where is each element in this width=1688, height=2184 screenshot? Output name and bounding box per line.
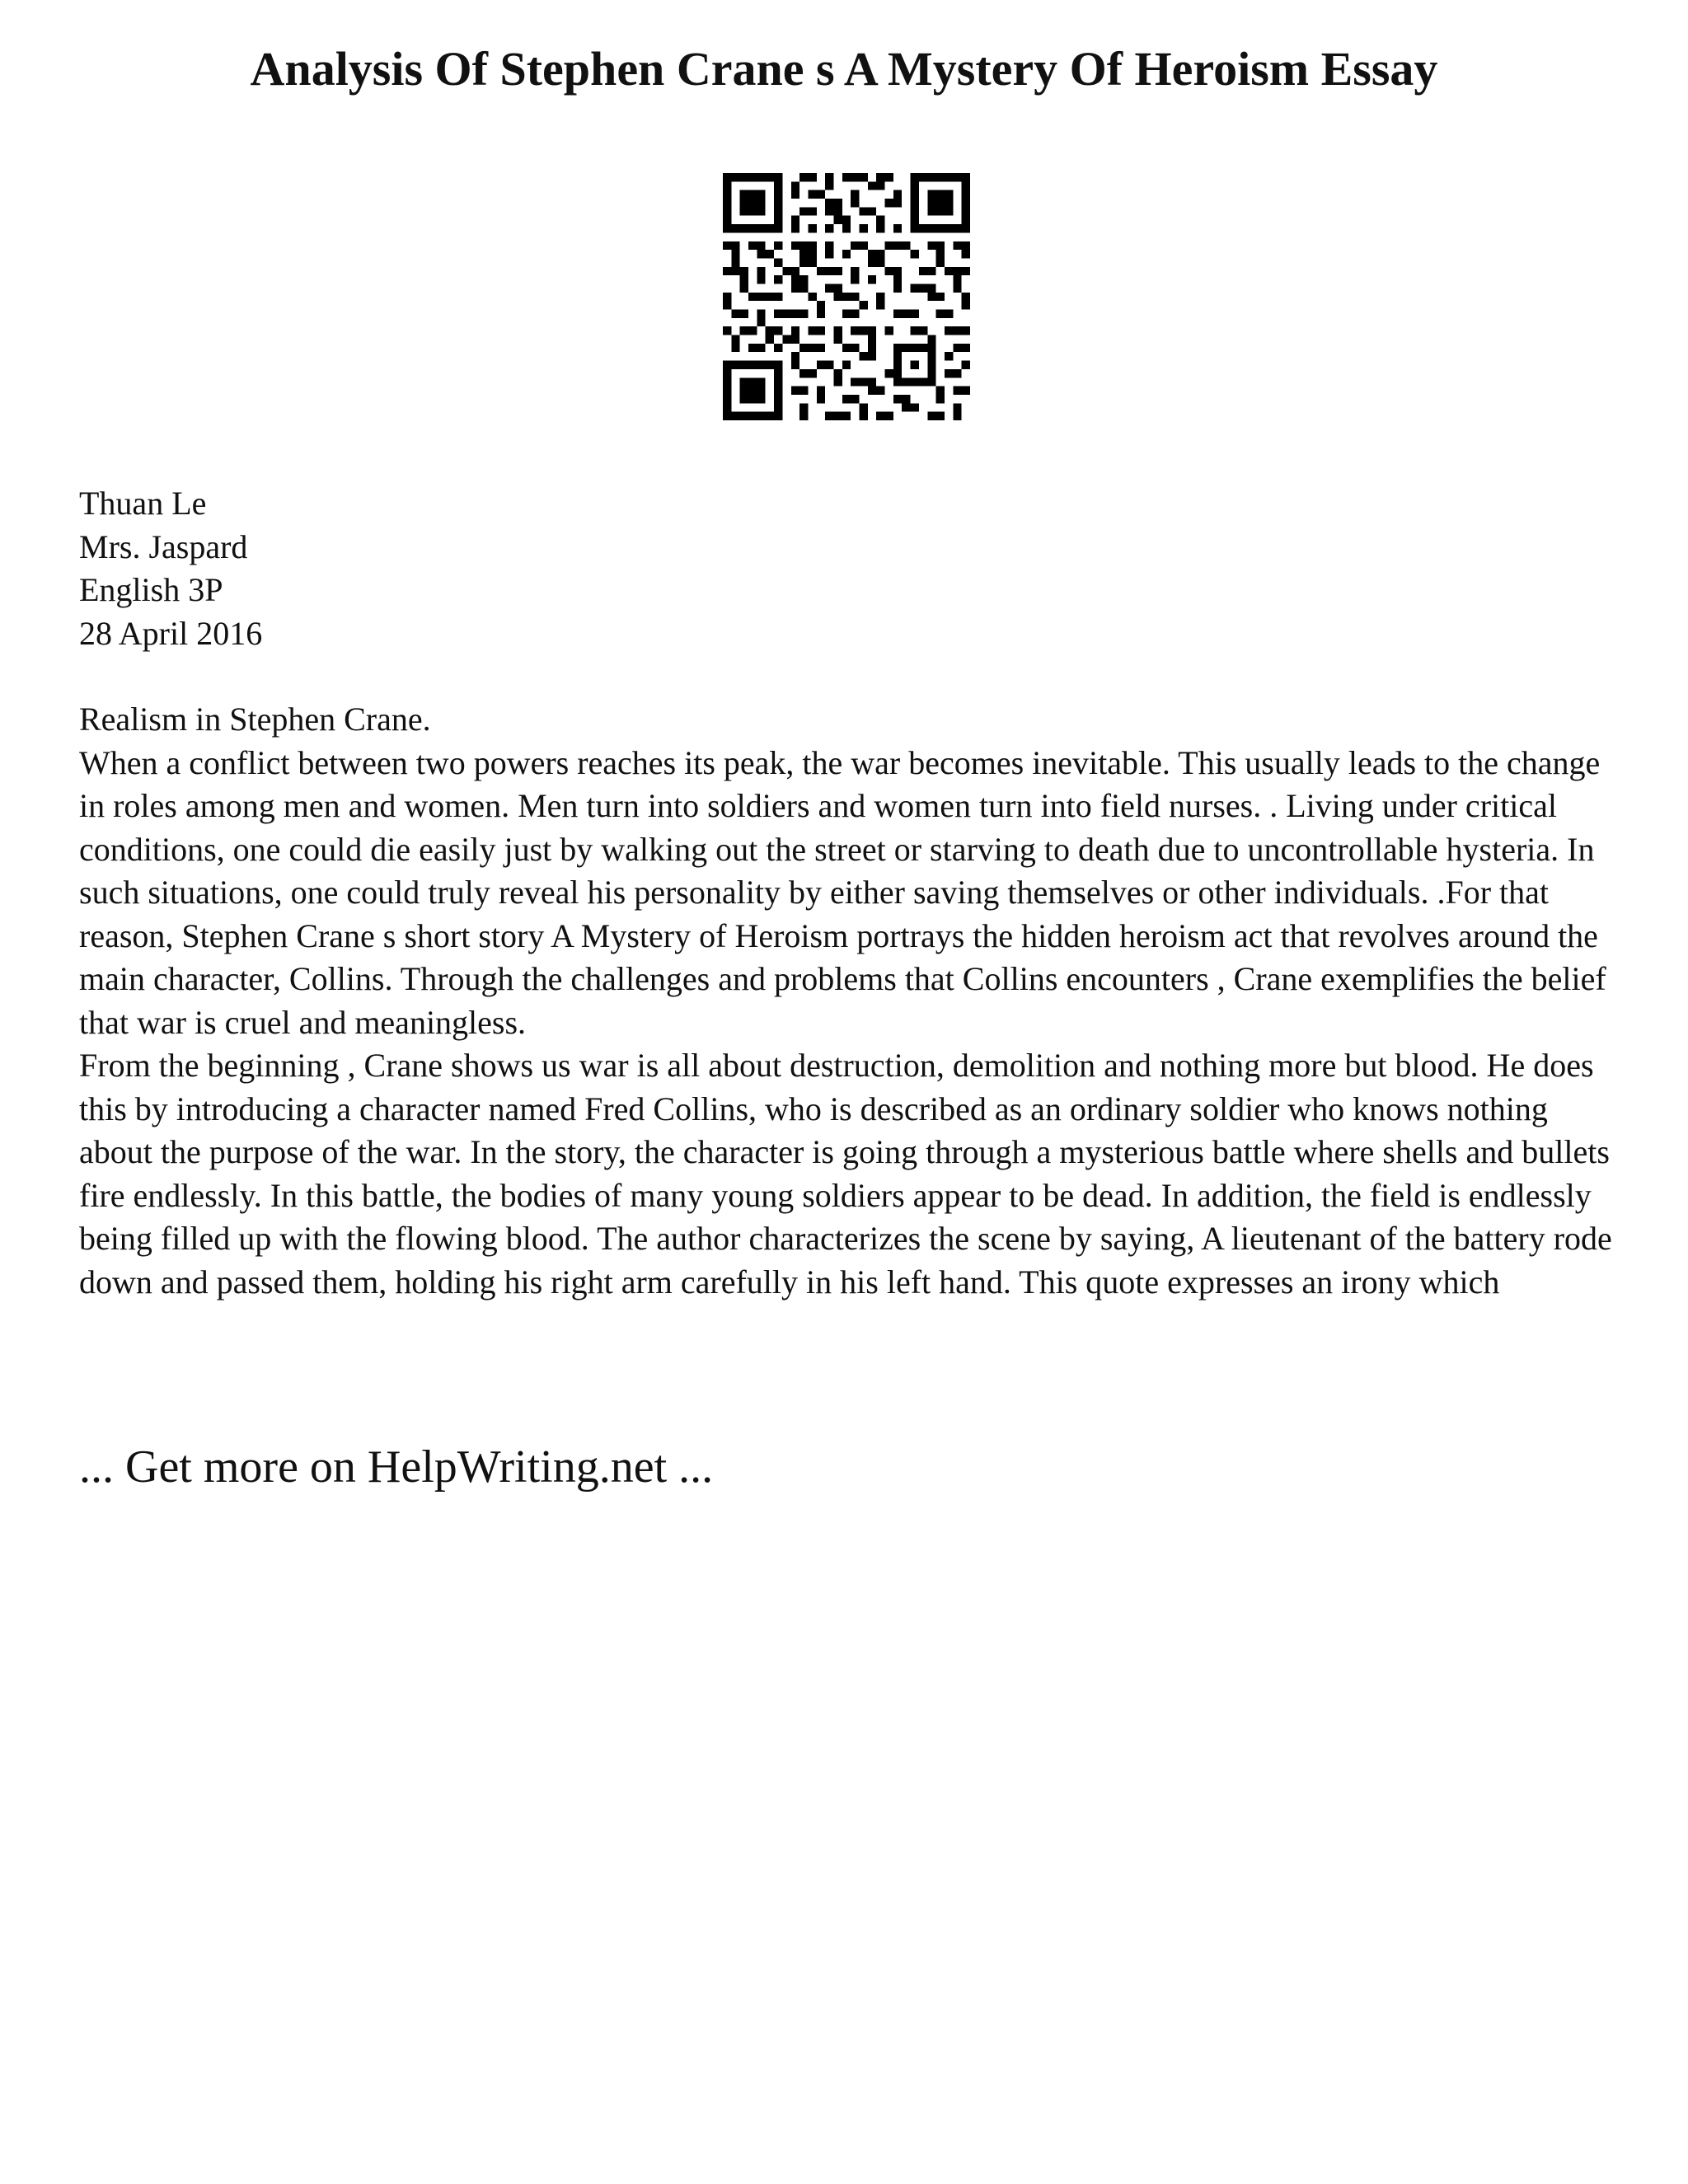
student-name: Thuan Le	[79, 485, 207, 522]
essay-header	[79, 482, 1629, 655]
essay-date: 28 April 2016	[79, 614, 263, 652]
get-more-link[interactable]: ... Get more on HelpWriting.net ...	[79, 1441, 714, 1493]
essay-paragraph: When a conflict between two powers reaches its peak, the war becomes inevitable. This usually leads to the change in roles among men and women. Men turn into soldiers and women turn into field nurses. . Living under critical conditions, one could die easily just by walking out the street or starving to death due to uncontrollable hysteria. In such situations, one could truly reveal his personality by either saving themselves or other individuals. .For that reason, Stephen Crane s short story A Mystery of Heroism portrays the hidden heroism act that revolves around the main character, Collins. Through the challenges and problems that Collins encounters , Crane exemplifies the belief that war is cruel and meaningless.	[79, 743, 1606, 1041]
course-name: English 3P	[79, 571, 223, 608]
essay-content	[79, 482, 1629, 1304]
document-title: Analysis Of Stephen Crane s A Mystery Of Heroism Essay	[250, 42, 1438, 96]
qr-code-icon	[723, 173, 970, 420]
essay-title: Realism in Stephen Crane.	[79, 701, 431, 738]
essay-paragraph: From the beginning , Crane shows us war is all about destruction, demolition and nothing more but blood. He does this by introducing a character named Fred Collins, who is described as an ordinary soldier who knows nothing about the purpose of the war. In the story, the character is going through a mysterious battle where shells and bullets fire endlessly. In this battle, the bodies of many young soldiers appear to be dead. In addition, the field is endlessly being filled up with the flowing blood. The author characterizes the scene by saying, A lieutenant of the battery rode down and passed them, holding his right arm carefully in his left hand. This quote expresses an irony which	[79, 1047, 1612, 1301]
teacher-name: Mrs. Jaspard	[79, 527, 248, 565]
